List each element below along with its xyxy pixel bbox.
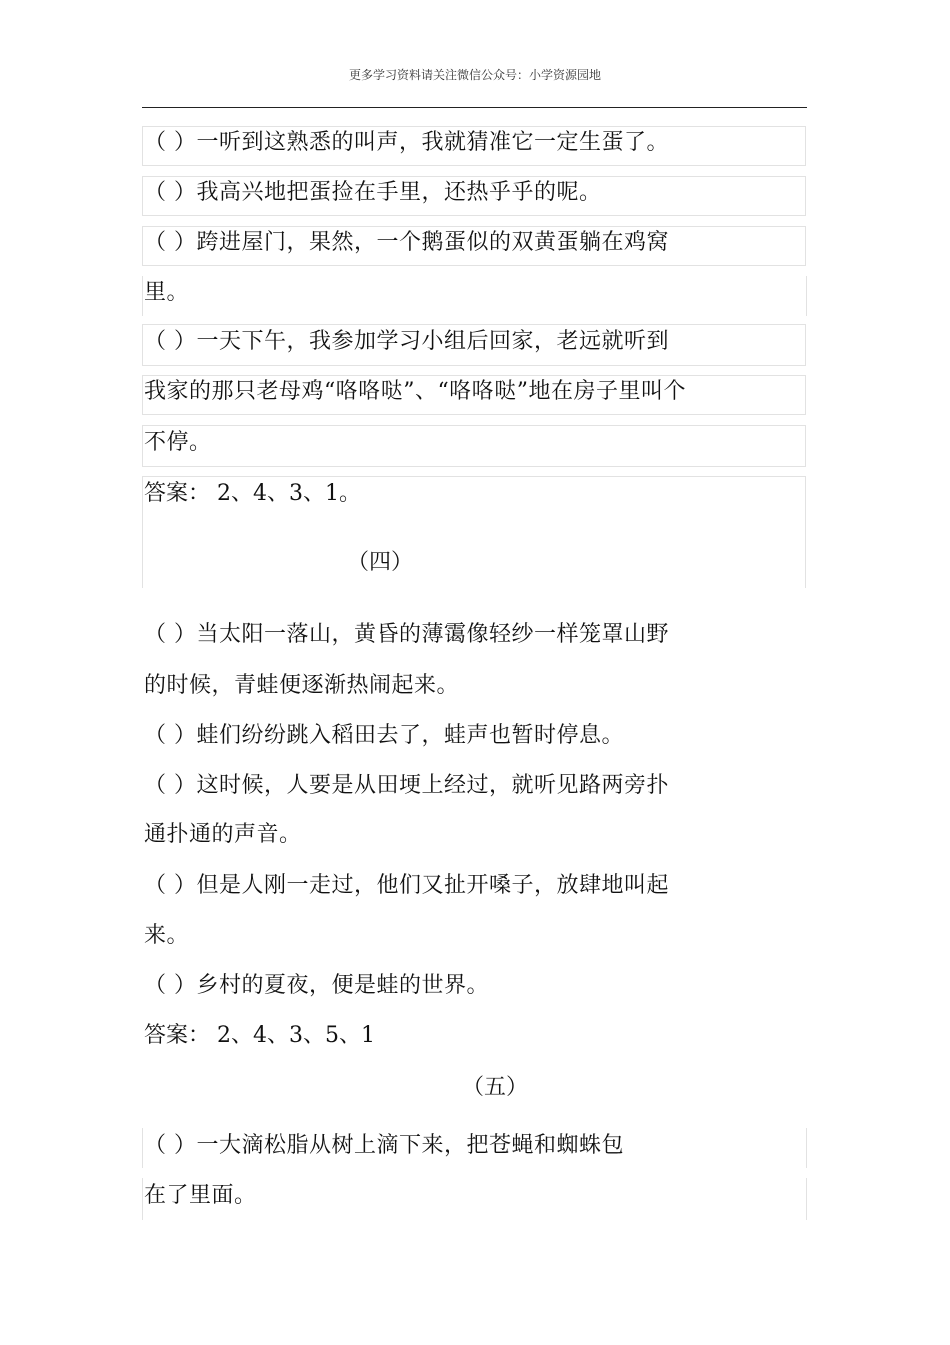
sentence-line: 来。 bbox=[144, 923, 190, 948]
sentence-line: 在了里面。 bbox=[144, 1183, 257, 1208]
row-edge bbox=[142, 1178, 143, 1220]
sentence-line: （ ）我高兴地把蛋捡在手里，还热乎乎的呢。 bbox=[144, 180, 602, 205]
sentence-line: （ ）跨进屋门，果然，一个鹅蛋似的双黄蛋躺在鸡窝 bbox=[144, 230, 669, 255]
header-divider bbox=[142, 107, 807, 108]
row-edge bbox=[142, 276, 143, 316]
row-edge bbox=[806, 1128, 807, 1168]
sentence-line: 我家的那只老母鸡“咯咯哒”、“咯咯哒”地在房子里叫个 bbox=[144, 379, 686, 404]
sentence-line: （ ）这时候，人要是从田埂上经过，就听见路两旁扑 bbox=[144, 773, 669, 798]
row-edge bbox=[806, 1178, 807, 1220]
sentence-line: 不停。 bbox=[144, 430, 212, 455]
answer-text: 答案： 2、4、3、5、1 bbox=[144, 1023, 375, 1048]
answer-text: 答案： 2、4、3、1。 bbox=[144, 481, 361, 506]
sentence-line: （ ）但是人刚一走过，他们又扯开嗓子，放肆地叫起 bbox=[144, 873, 669, 898]
sentence-line: （ ）一听到这熟悉的叫声，我就猜准它一定生蛋了。 bbox=[144, 130, 669, 155]
row-edge bbox=[806, 276, 807, 316]
section-title: （四） bbox=[347, 550, 414, 575]
page-header: 更多学习资料请关注微信公众号：小学资源园地 bbox=[348, 68, 601, 82]
sentence-line: （ ）一天下午，我参加学习小组后回家，老远就听到 bbox=[144, 329, 669, 354]
row-edge bbox=[142, 1128, 143, 1168]
row-box bbox=[142, 425, 806, 467]
sentence-line: （ ）乡村的夏夜，便是蛙的世界。 bbox=[144, 973, 489, 998]
sentence-line: 的时候，青蛙便逐渐热闹起来。 bbox=[144, 673, 460, 698]
sentence-line: 通扑通的声音。 bbox=[144, 822, 302, 847]
sentence-line: （ ）当太阳一落山，黄昏的薄霭像轻纱一样笼罩山野 bbox=[144, 622, 669, 647]
sentence-line: （ ）一大滴松脂从树上滴下来，把苍蝇和蜘蛛包 bbox=[144, 1133, 624, 1158]
sentence-line: （ ）蛙们纷纷跳入稻田去了，蛙声也暂时停息。 bbox=[144, 723, 624, 748]
section-title: （五） bbox=[462, 1075, 529, 1100]
sentence-line: 里。 bbox=[144, 280, 190, 305]
